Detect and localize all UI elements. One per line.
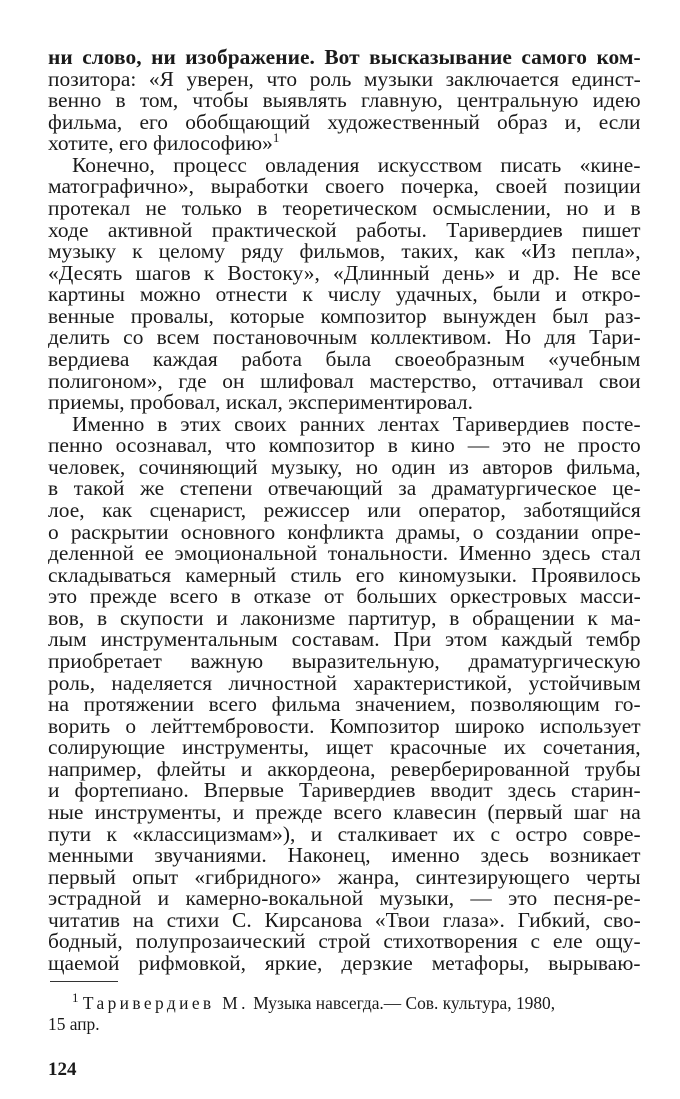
- text-line: и фортепиано. Впервые Таривердиев вводит здесь старин-: [48, 778, 641, 803]
- text-line: пенно осознавал, что композитор в кино — это не просто: [48, 433, 641, 458]
- text-line: позитора: «Я уверен, что роль музыки заключается единст-: [48, 66, 641, 91]
- text-line: приемы, пробовал, искал, экспериментировал.: [48, 390, 473, 415]
- text-line: приобретает важную выразительную, драматургическую: [48, 649, 641, 673]
- text-line: пути к «классицизмам»), и сталкивает их с остро совре-: [48, 821, 641, 846]
- text-line: эстрадной и камерно-вокальной музыки, — это песня-ре-: [48, 886, 641, 911]
- text-line: человек, сочиняющий музыку, но один из авторов фильма,: [48, 454, 641, 479]
- footnote: [72, 992, 555, 1014]
- text-line: менными звучаниями. Наконец, именно здесь возникает: [48, 843, 641, 868]
- text-line: ные инструменты, и прежде всего клавесин (первый шаг на: [48, 800, 641, 824]
- footnote-text: Музыка навсегда.— Сов. культура, 1980,: [253, 993, 556, 1013]
- text-line: лое, как сценарист, режиссер или оператор, заботящийся: [48, 498, 641, 522]
- text-line: музыку к целому ряду фильмов, таких, как «Из пепла»,: [48, 239, 641, 264]
- text-line: на протяжении всего фильма значением, позволяющим го-: [48, 692, 641, 717]
- text-line: складываться камерный стиль его киномузыки. Проявилось: [48, 562, 641, 587]
- text-line: «Десять шагов к Востоку», «Длинный день» и др. Не все: [48, 260, 641, 285]
- text-line: роль, наделяется личностной характеристикой, устойчивым: [48, 670, 641, 695]
- text-line: деленной ее эмоциональной тональности. Именно здесь стал: [48, 541, 641, 566]
- text-line: венные провалы, которые композитор вынужден был раз-: [48, 303, 641, 328]
- text-line: матографично», выработки своего почерка, своей позиции: [48, 174, 641, 199]
- footnote-marker: 1: [72, 990, 79, 1006]
- paragraph-first-line: Именно в этих своих ранних лентах Таривердиев посте-: [72, 411, 641, 436]
- text-line: солирующие инструменты, ищет красочные их сочетания,: [48, 735, 641, 760]
- text-line: венно в том, чтобы выявлять главную, центральную идею: [48, 88, 641, 113]
- text-line: бодный, полупрозаический строй стихотворения с еле ощу-: [48, 929, 641, 954]
- text-line: ворить о лейттембровости. Композитор широко использует: [48, 713, 641, 738]
- text-line: вов, в скупости и лаконизме партитур, в обращении к ма-: [48, 605, 641, 630]
- text-line: в такой же степени отвечающий за драматургическое це-: [48, 476, 641, 501]
- footnote-separator: [50, 981, 118, 982]
- text-line: читатив на стихи С. Кирсанова «Твои глаза». Гибкий, сво-: [48, 907, 641, 932]
- footnote-continuation: 15 апр.: [48, 1014, 100, 1034]
- text-line: протекал не только в теоретическом осмыслении, но и в: [48, 196, 641, 220]
- text-line: делить со всем постановочным коллективом. Но для Тари-: [48, 325, 641, 350]
- text-line: о раскрытии основного конфликта драмы, о создании опре-: [48, 519, 641, 544]
- page-number: 124: [48, 1059, 77, 1080]
- text-line-content: хотите, его философию»: [48, 131, 273, 156]
- text-line: щаемой рифмовкой, яркие, дерзкие метафоры, вырываю-: [48, 951, 641, 975]
- paragraph-first-line: Конечно, процесс овладения искусством писать «кине-: [72, 152, 641, 177]
- text-line: [48, 131, 638, 155]
- text-line: картины можно отнести к числу удачных, были и откро-: [48, 282, 641, 307]
- text-line: вердиева каждая работа была своеобразным «учебным: [48, 347, 641, 371]
- footnote-author: Таривердиев М.: [82, 993, 249, 1013]
- footnote-reference: 1: [272, 130, 280, 146]
- text-line: например, флейты и аккордеона, реверберированной трубы: [48, 756, 641, 781]
- text-line: лым инструментальным составам. При этом каждый тембр: [48, 627, 641, 652]
- text-line: это прежде всего в отказе от больших оркестровых масси-: [48, 584, 641, 609]
- text-line: ни слово, ни изображение. Вот высказывание самого ком-: [48, 45, 641, 69]
- text-line: полигоном», где он шлифовал мастерство, оттачивал свои: [48, 368, 641, 393]
- text-line: первый опыт «гибридного» жанра, синтезирующего черты: [48, 864, 641, 889]
- text-line: фильма, его обобщающий художественный образ и, если: [48, 109, 641, 134]
- text-line: ходе активной практической работы. Таривердиев пишет: [48, 217, 641, 242]
